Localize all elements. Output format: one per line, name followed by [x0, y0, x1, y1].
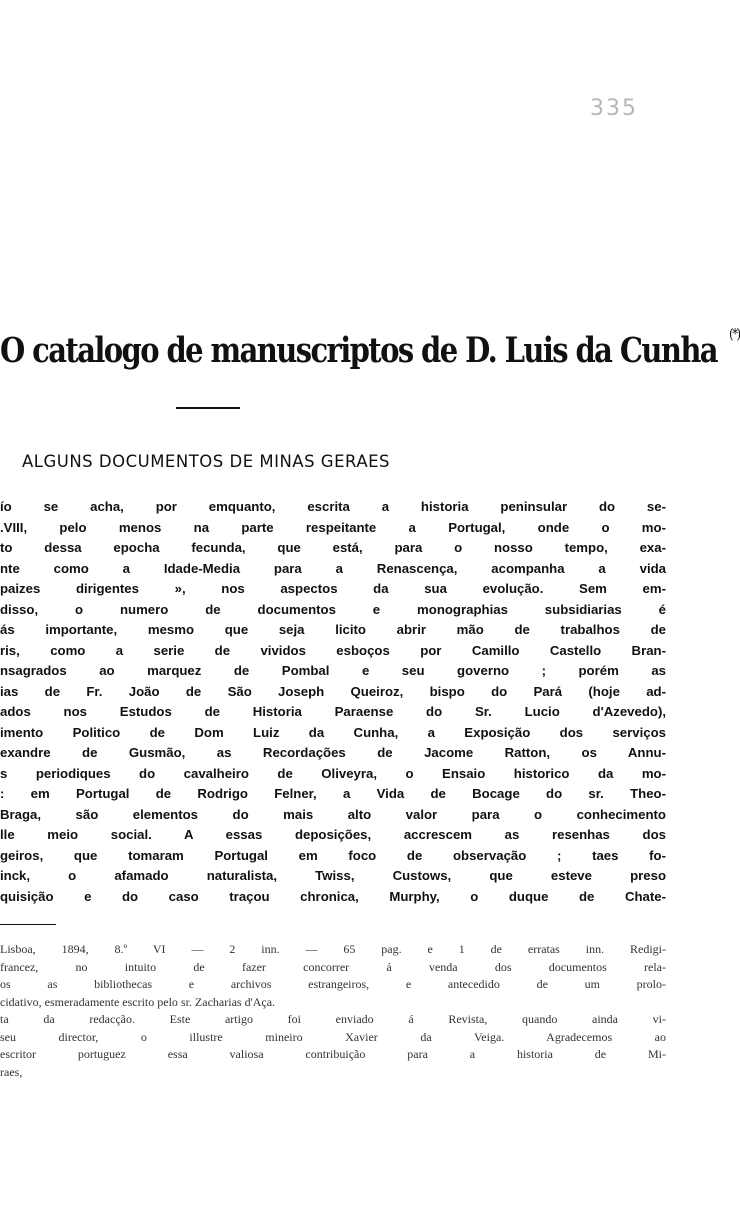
page-number: 335: [590, 96, 638, 121]
title-rule: [176, 407, 240, 409]
footnote-line: seu director, o illustre mineiro Xavier da Veiga. Agradecemos ao: [0, 1029, 666, 1044]
body-line: lle meio social. A essas deposições, accrescem as resenhas dos: [0, 827, 666, 842]
body-line: disso, o numero de documentos e monographias subsidiarias é: [0, 601, 666, 617]
footnote-line: ta da redacção. Este artigo foi enviado á Revista, quando ainda vi-: [0, 1012, 666, 1026]
footnote-line: os as bibliothecas e archivos estrangeiros, e antecedido de um prolo-: [0, 977, 666, 991]
body-line: geiros, que tomaram Portugal em foco de observação ; taes fo-: [0, 847, 666, 863]
footnote-line: raes,: [0, 1064, 23, 1079]
footnote-line: escritor portuguez essa valiosa contribuição para a historia de Mi-: [0, 1047, 666, 1061]
title-note-mark: (*): [729, 325, 740, 342]
article-title: [0, 325, 740, 371]
footnote-line: Lisboa, 1894, 8.º VI — 2 inn. — 65 pag. e 1 de erratas inn. Redigi-: [0, 942, 666, 956]
body-line: imento Politico de Dom Luiz da Cunha, a Exposição dos serviços: [0, 724, 666, 740]
footnote-line: cidativo, esmeradamente escrito pelo sr. Zacharias d'Aça.: [0, 994, 276, 1009]
body-line: quisição e do caso traçou chronica, Murphy, o duque de Chate-: [0, 888, 666, 904]
body-line: nte como a Idade-Media para a Renascença, acompanha a vida: [0, 560, 666, 576]
body-line: ío se acha, por emquanto, escrita a historia peninsular do se-: [0, 499, 666, 514]
title-text: O catalogo de manuscriptos de D. Luis da Cunha: [0, 330, 717, 371]
body-line: ados nos Estudos de Historia Paraense do Sr. Lucio d'Azevedo),: [0, 704, 666, 719]
body-line: : em Portugal de Rodrigo Felner, a Vida de Bocage do sr. Theo-: [0, 786, 666, 801]
body-line: ás importante, mesmo que seja licito abrir mão de trabalhos de: [0, 622, 666, 637]
body-line: to dessa epocha fecunda, que está, para o nosso tempo, exa-: [0, 540, 666, 555]
body-line: ias de Fr. João de São Joseph Queiroz, bispo do Pará (hoje ad-: [0, 683, 666, 699]
body-line: Braga, são elementos do mais alto valor para o conhecimento: [0, 806, 666, 822]
footnotes: [0, 941, 666, 1081]
body-line: nsagrados ao marquez de Pombal e seu governo ; porém as: [0, 663, 666, 678]
body-line: exandre de Gusmão, as Recordações de Jacome Ratton, os Annu-: [0, 745, 666, 760]
footnote-line: francez, no intuito de fazer concorrer á venda dos documentos rela-: [0, 959, 666, 974]
body-text: [0, 497, 666, 907]
body-line: ris, como a serie de vividos esboços por Camillo Castello Bran-: [0, 642, 666, 658]
body-line: .VIII, pelo menos na parte respeitante a Portugal, onde o mo-: [0, 519, 666, 535]
footnote-rule: [0, 924, 56, 925]
body-line: s periodiques do cavalheiro de Oliveyra, o Ensaio historico da mo-: [0, 765, 666, 781]
body-line: inck, o afamado naturalista, Twiss, Custows, que esteve preso: [0, 868, 666, 883]
article-subtitle: ALGUNS DOCUMENTOS DE MINAS GERAES: [22, 452, 391, 471]
body-line: paizes dirigentes », nos aspectos da sua evolução. Sem em-: [0, 581, 666, 596]
